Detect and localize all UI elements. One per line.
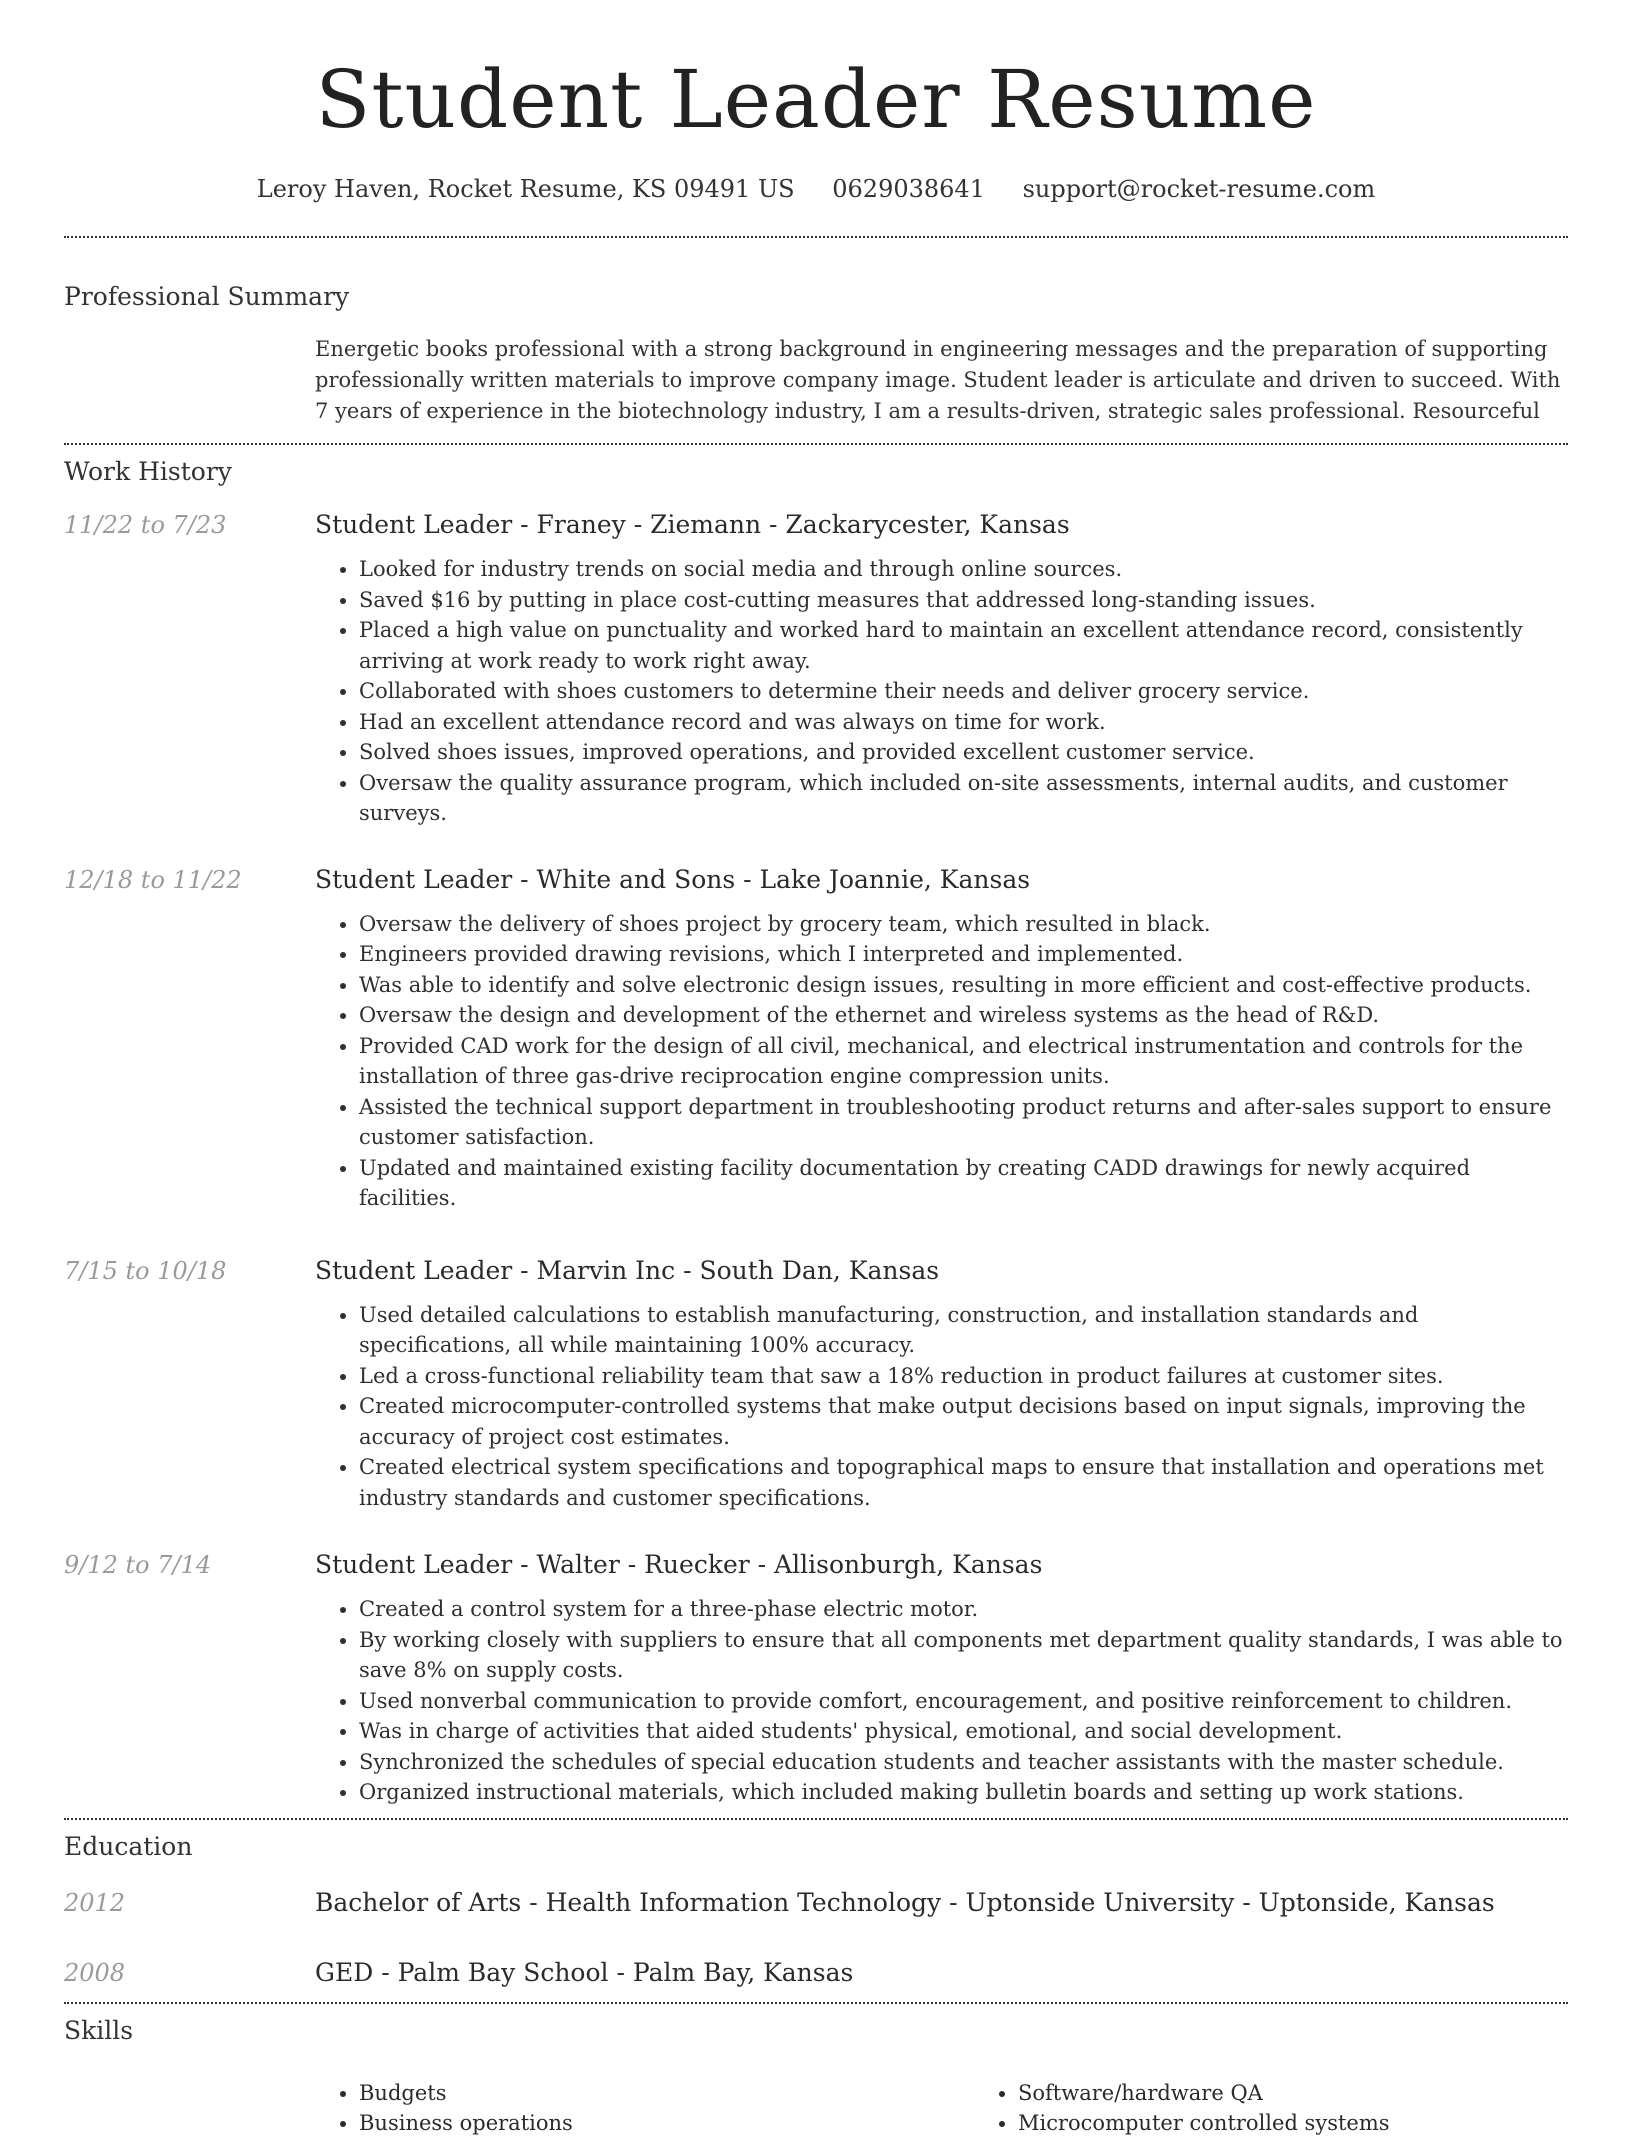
divider [64,443,1568,445]
list-item: • Was in charge of activities that aided students' physical, emotional, and social development. [359,1716,1568,1747]
divider [64,236,1568,238]
job-bullets [315,554,1568,829]
job-dates: 12/18 to 11/22 [64,865,242,894]
list-item: • Saved $16 by putting in place cost-cutting measures that addressed long-standing issues. [359,585,1568,616]
list-item: • Created electrical system specifications and topographical maps to ensure that installation and operations met industry standards and customer specifications. [359,1452,1568,1513]
contact-email: support@rocket-resume.com [1022,175,1376,203]
job-dates: 7/15 to 10/18 [64,1256,227,1285]
list-item: • Had an excellent attendance record and was always on time for work. [359,707,1568,738]
list-item: • Used detailed calculations to establish manufacturing, construction, and installation standards and specifications, all while maintaining 100% accuracy. [359,1300,1568,1361]
section-title-work-history: Work History [64,457,232,486]
skills-list-right [974,2078,1518,2139]
list-item: • Placed a high value on punctuality and worked hard to maintain an excellent attendance record, consistently arriving at work ready to work right away. [359,615,1568,676]
job-title: Student Leader - White and Sons - Lake Joannie, Kansas [315,864,1031,894]
list-item: • Looked for industry trends on social media and through online sources. [359,554,1568,585]
contact-address: Leroy Haven, Rocket Resume, KS 09491 US [256,175,795,203]
job-dates: 11/22 to 7/23 [64,511,227,539]
education-text: GED - Palm Bay School - Palm Bay, Kansas [315,1957,854,1987]
contact-phone: 0629038641 [832,175,985,203]
list-item: • Updated and maintained existing facility documentation by creating CADD drawings for newly acquired facilities. [359,1153,1568,1214]
list-item: • Oversaw the design and development of the ethernet and wireless systems as the head of R&D. [359,1000,1568,1031]
job-entry [64,1254,1568,1514]
divider [64,1818,1568,1820]
list-item: • Solved shoes issues, improved operations, and provided excellent customer service. [359,737,1568,768]
job-bullets [315,1300,1568,1514]
list-item: • Created a control system for a three-phase electric motor. [359,1594,1568,1625]
list-item: • Oversaw the delivery of shoes project by grocery team, which resulted in black. [359,909,1568,940]
list-item: • Budgets [359,2078,974,2109]
list-item: • Led a cross-functional reliability team that saw a 18% reduction in product failures at customer sites. [359,1361,1568,1392]
list-item: • Oversaw the quality assurance program, which included on-site assessments, internal audits, and customer surveys. [359,768,1568,829]
job-entry [64,1548,1568,1808]
skills-section [64,2014,1568,2139]
education-entry [64,1956,1568,1990]
divider [64,2002,1568,2004]
list-item: • Microcomputer controlled systems [1018,2108,1518,2139]
list-item: • Synchronized the schedules of special education students and teacher assistants with the master schedule. [359,1747,1568,1778]
job-title: Student Leader - Marvin Inc - South Dan, Kansas [315,1255,940,1285]
section-title-skills: Skills [64,2015,134,2045]
skills-list-left [315,2078,974,2139]
job-dates: 9/12 to 7/14 [64,1551,212,1579]
education-text: Bachelor of Arts - Health Information Technology - Uptonside University - Uptonside, Kansas [315,1887,1495,1917]
list-item: • Business operations [359,2108,974,2139]
list-item: • Was able to identify and solve electronic design issues, resulting in more efficient and cost-effective products. [359,970,1568,1001]
list-item: • Software/hardware QA [1018,2078,1518,2109]
list-item: • Collaborated with shoes customers to determine their needs and deliver grocery service. [359,676,1568,707]
summary-section [64,280,1568,443]
list-item: • Assisted the technical support department in troubleshooting product returns and after-sales support to ensure customer satisfaction. [359,1092,1568,1153]
page-title: Student Leader Resume [315,53,1317,146]
job-title: Student Leader - Franey - Ziemann - Zackarycester, Kansas [315,510,1070,539]
job-entry [64,508,1568,829]
list-item: • Provided CAD work for the design of all civil, mechanical, and electrical instrumentation and controls for the installation of three gas-drive reciprocation engine compression units. [359,1031,1568,1092]
summary-text: Energetic books professional with a strong background in engineering messages and the preparation of supporting professionally written materials to improve company image. Student leader is articulate and driven to succeed. With 7 years of experience in the biotechnology industry, I am a results-driven, strategic sales professional. Resourceful [315,337,1561,423]
contact-info [64,172,1568,206]
list-item: • Used nonverbal communication to provide comfort, encouragement, and positive reinforcement to children. [359,1686,1568,1717]
work-history-section [64,455,1568,1808]
education-year: 2008 [64,1958,126,1987]
job-title: Student Leader - Walter - Ruecker - Allisonburgh, Kansas [315,1550,1043,1579]
education-entry [64,1886,1568,1920]
job-bullets [315,909,1568,1214]
education-section [64,1830,1568,2002]
education-year: 2012 [64,1888,126,1917]
list-item: • Organized instructional materials, which included making bulletin boards and setting up work stations. [359,1777,1568,1808]
list-item: • Created microcomputer-controlled systems that make output decisions based on input signals, improving the accuracy of project cost estimates. [359,1391,1568,1452]
section-title-summary: Professional Summary [64,282,350,311]
job-entry [64,863,1568,1214]
section-title-education: Education [64,1831,193,1861]
list-item: • By working closely with suppliers to ensure that all components met department quality standards, I was able to save 8% on supply costs. [359,1625,1568,1686]
list-item: • Engineers provided drawing revisions, which I interpreted and implemented. [359,939,1568,970]
job-bullets [315,1594,1568,1808]
